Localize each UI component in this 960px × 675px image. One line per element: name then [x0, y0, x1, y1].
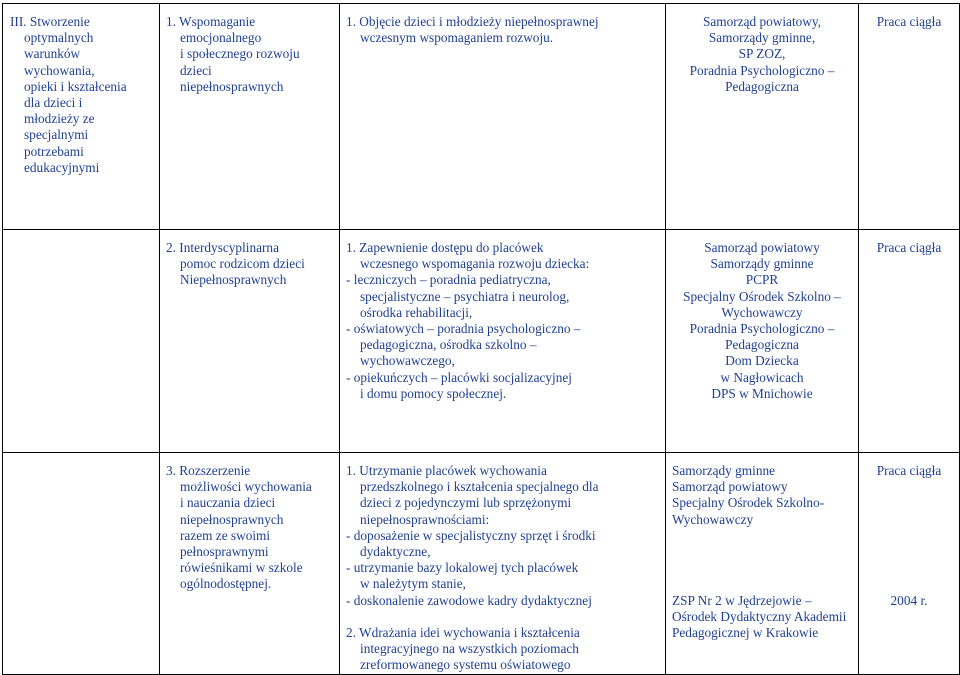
goal-text: ogólnodostępnej. — [180, 576, 272, 592]
goal-text: razem ze swoimi — [180, 527, 271, 543]
responsible-text: PCPR — [745, 272, 779, 288]
task-text: - doskonalenie zawodowe kadry dydaktycznej — [346, 592, 592, 608]
task-text: wczesnym wspomaganiem rozwoju. — [360, 30, 554, 46]
term-text: 2004 r. — [890, 592, 928, 608]
responsible-text — [672, 544, 852, 560]
plan-table — [2, 3, 960, 675]
responsible-text: Samorząd powiatowy — [704, 240, 820, 255]
task-text: przedszkolnego i kształcenia specjalnego dla — [360, 479, 599, 495]
table-row — [3, 4, 960, 230]
responsible-cell — [666, 230, 859, 453]
task-text: 1. Objęcie dzieci i młodzieży niepełnosprawnej — [346, 14, 599, 29]
responsible-text: Specjalny Ośrodek Szkolno- — [672, 495, 825, 511]
goal-text: pełnosprawnymi — [180, 544, 269, 560]
responsible-text: Wychowawczy — [721, 304, 803, 320]
responsible-text: Pedagogicznej w Krakowie — [672, 625, 819, 641]
task-text: specjalistyczne – psychiatra i neurolog, — [360, 288, 570, 304]
tasks-cell — [340, 453, 666, 675]
responsible-text: Samorządy gminne, — [708, 30, 816, 46]
task-text: - leczniczych – poradnia pediatryczna, — [346, 272, 551, 288]
task-text: dydaktyczne, — [360, 544, 431, 560]
task-text: - doposażenie w specjalistyczny sprzęt i środki — [346, 527, 596, 543]
goal-text: pomoc rodzicom dzieci — [180, 256, 305, 272]
task-text — [346, 609, 659, 625]
responsible-cell — [666, 4, 859, 230]
task-text: 1. Zapewnienie dostępu do placówek — [346, 240, 544, 255]
task-text: pedagogiczna, ośrodka szkolno – — [360, 337, 537, 353]
goal-cell — [160, 230, 340, 453]
area-text: opieki i kształcenia — [24, 78, 127, 94]
task-text: 1. Utrzymanie placówek wychowania — [346, 463, 547, 478]
term-text: Praca ciągła — [876, 463, 942, 478]
area-text: edukacyjnymi — [24, 159, 100, 175]
task-text: dzieci z pojedynczymi lub sprzężonymi — [360, 495, 572, 511]
term-text — [865, 512, 953, 528]
goal-text: Niepełnosprawnych — [180, 272, 287, 288]
goal-text: 1. Wspomaganie — [166, 14, 256, 29]
responsible-cell — [666, 453, 859, 675]
task-text: - utrzymanie bazy lokalowej tych placówek — [346, 560, 579, 576]
area-text: specjalnymi — [24, 127, 89, 143]
responsible-text: SP ZOZ, — [738, 46, 786, 62]
responsible-text: ZSP Nr 2 w Jędrzejowie – — [672, 592, 812, 608]
task-text: ośrodka rehabilitacji, — [360, 304, 473, 320]
area-text: optymalnych — [24, 30, 94, 46]
goal-text: możliwości wychowania — [180, 479, 312, 495]
responsible-text: Pedagogiczna — [725, 78, 799, 94]
goal-text: i nauczania dzieci — [180, 495, 276, 511]
area-cell — [3, 230, 160, 453]
term-cell — [859, 230, 960, 453]
goal-text: rówieśnikami w szkole — [180, 560, 303, 576]
responsible-text — [672, 528, 852, 544]
goal-text: niepełnosprawnych — [180, 511, 284, 527]
term-text — [865, 528, 953, 544]
goal-cell — [160, 4, 340, 230]
task-text: zreformowanego systemu oświatowego — [360, 657, 571, 673]
term-text: Praca ciągła — [876, 14, 942, 29]
term-text: Praca ciągła — [876, 240, 942, 255]
term-text — [865, 576, 953, 592]
responsible-text: DPS w Mnichowie — [711, 385, 813, 401]
term-text — [865, 560, 953, 576]
task-text: wychowawczego, — [360, 353, 455, 369]
responsible-text: Samorząd powiatowy — [672, 479, 788, 495]
goal-text: dzieci — [180, 62, 212, 78]
term-cell — [859, 453, 960, 675]
area-text: dla dzieci i — [24, 95, 83, 111]
area-text: potrzebami — [24, 143, 84, 159]
task-text: wczesnego wspomagania rozwoju dziecka: — [360, 256, 590, 272]
tasks-cell — [340, 230, 666, 453]
term-text — [865, 479, 953, 495]
task-text: w należytym stanie, — [360, 576, 466, 592]
responsible-text: Wychowawczy — [672, 511, 754, 527]
area-text: III. Stworzenie — [10, 14, 90, 29]
responsible-text: w Nagłowicach — [720, 369, 804, 385]
responsible-text: Ośrodek Dydaktyczny Akademii — [672, 608, 847, 624]
responsible-text: Specjalny Ośrodek Szkolno – — [683, 288, 841, 304]
responsible-text: Samorządy gminne — [710, 256, 814, 272]
area-text: warunków — [24, 46, 81, 62]
goal-text: 3. Rozszerzenie — [166, 463, 251, 478]
term-text — [865, 495, 953, 511]
tasks-cell — [340, 4, 666, 230]
task-text: - opiekuńczych – placówki socjalizacyjnej — [346, 369, 572, 385]
table-row — [3, 230, 960, 453]
responsible-text — [672, 576, 852, 592]
term-cell — [859, 4, 960, 230]
responsible-text: Pedagogiczna — [725, 337, 799, 353]
goal-text: 2. Interdyscyplinarna — [166, 240, 279, 255]
responsible-text: Samorząd powiatowy, — [702, 14, 822, 29]
task-text: i domu pomocy społecznej. — [360, 385, 507, 401]
area-cell — [3, 453, 160, 675]
task-text: 2. Wdrażania idei wychowania i kształcenia — [346, 625, 580, 641]
area-text: wychowania, — [24, 62, 95, 78]
responsible-text: Poradnia Psychologiczno – — [689, 321, 835, 337]
goal-cell — [160, 453, 340, 675]
area-cell — [3, 4, 160, 230]
goal-text: niepełnosprawnych — [180, 78, 284, 94]
task-text: integracyjnego na wszystkich poziomach — [360, 641, 579, 657]
responsible-text: Poradnia Psychologiczno – — [689, 62, 835, 78]
responsible-text — [672, 560, 852, 576]
task-text: - oświatowych – poradnia psychologiczno – — [346, 321, 581, 337]
area-text: młodzieży ze — [24, 111, 95, 127]
table-row — [3, 453, 960, 675]
goal-text: emocjonalnego — [180, 30, 262, 46]
responsible-text: Dom Dziecka — [725, 353, 799, 369]
term-text — [865, 544, 953, 560]
goal-text: i społecznego rozwoju — [180, 46, 300, 62]
task-text: niepełnosprawnościami: — [360, 511, 490, 527]
responsible-text: Samorządy gminne — [672, 463, 776, 478]
